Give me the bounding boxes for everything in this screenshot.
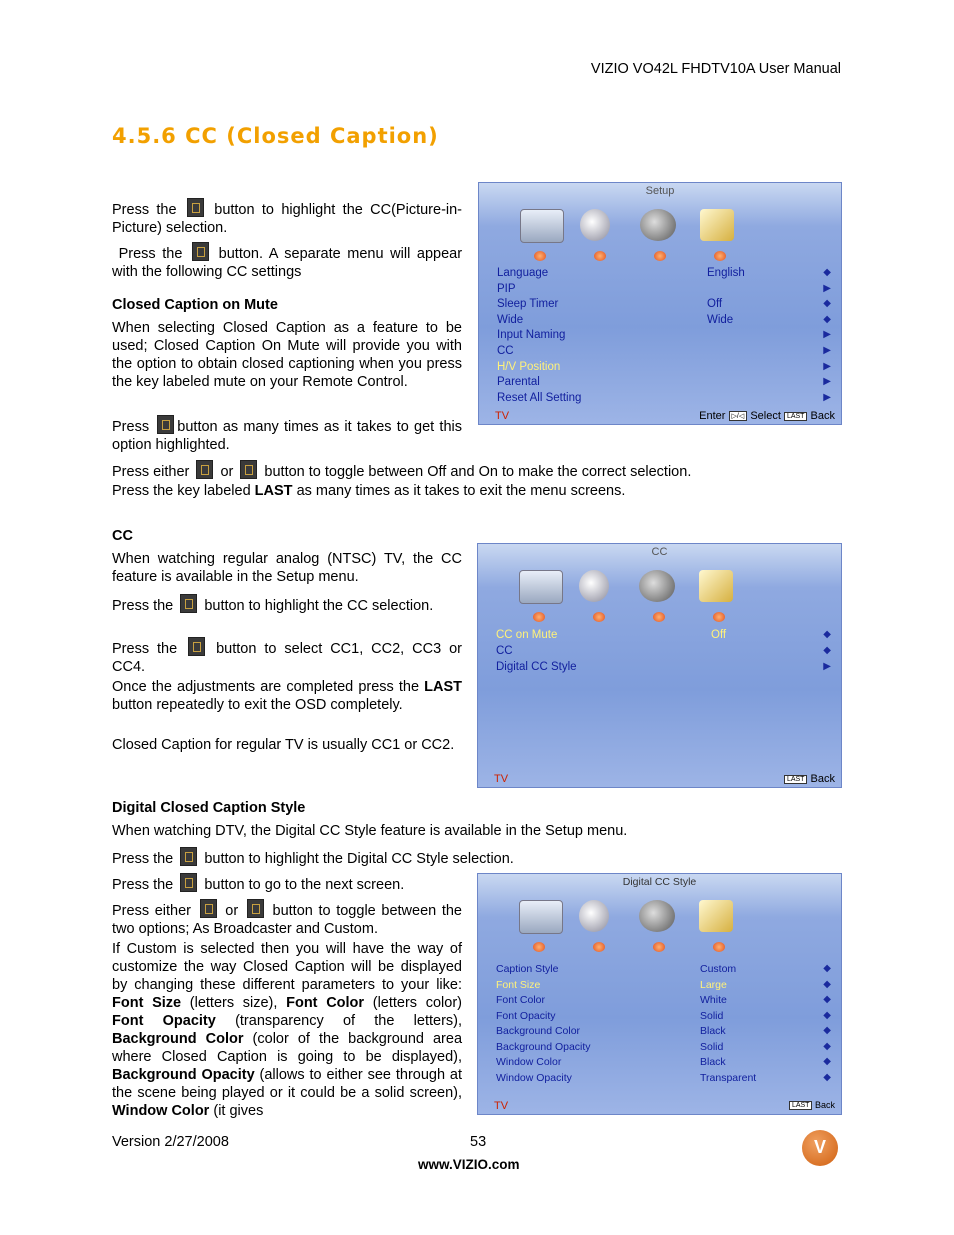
osd-menu-item[interactable]: [497, 298, 831, 314]
osd-menu-item-value: Wide: [707, 313, 734, 326]
osd-arrow-icon: ◆: [823, 994, 831, 1005]
satellite-icon: [640, 209, 676, 241]
osd-menu-item-value: Off: [711, 629, 727, 641]
tv-icon: [520, 209, 564, 243]
osd-arrow-icon: ▶: [823, 661, 831, 672]
osd-menu-item-label: Font Size: [496, 978, 541, 991]
osd-menu-item-value: Solid: [700, 1009, 724, 1022]
osd-footer: TV LAST Back: [494, 1100, 835, 1112]
down-arrow-icon: [534, 251, 546, 261]
ch-button-icon: [180, 847, 197, 866]
osd-arrow-icon: ◆: [823, 629, 831, 640]
osd-menu-item[interactable]: [496, 1056, 831, 1072]
footer-page-number: 53: [470, 1134, 487, 1150]
paragraph: When selecting Closed Caption as a feature to be used; Closed Caption On Mute will provide you with the option to obtain closed captioning when you press the key labeled mute on your Remote Control.: [112, 320, 462, 390]
osd-setup-menu: [478, 182, 842, 425]
down-arrow-icon: [533, 942, 545, 952]
osd-arrow-icon: ◆: [823, 1025, 831, 1036]
down-arrow-icon: [654, 251, 666, 261]
osd-menu-item[interactable]: [496, 629, 831, 645]
osd-menu-item[interactable]: [497, 361, 831, 377]
osd-menu-item[interactable]: [496, 1041, 831, 1057]
osd-arrow-icon: ◆: [823, 1071, 831, 1083]
osd-menu-item[interactable]: [497, 392, 831, 408]
osd-menu-list: [497, 267, 831, 407]
osd-arrow-icon: ▶: [823, 360, 831, 372]
paragraph: Press the button. A separate menu will appear with the following CC settings: [112, 242, 462, 281]
osd-menu-item[interactable]: [496, 661, 831, 677]
subheading: CC: [112, 528, 133, 544]
osd-menu-item[interactable]: [497, 345, 831, 361]
vol-up-button-icon: [240, 460, 257, 479]
osd-menu-item-label: Font Opacity: [496, 1009, 556, 1022]
tv-icon: [519, 900, 563, 934]
paragraph: Press the button to select CC1, CC2, CC3 or CC4.: [112, 637, 462, 676]
osd-menu-item[interactable]: [496, 1072, 831, 1088]
down-arrow-icon: [713, 612, 725, 622]
osd-menu-item-label: Caption Style: [496, 963, 559, 975]
paragraph: Closed Caption for regular TV is usually CC1 or CC2.: [112, 737, 455, 753]
paragraph: Press either or button to toggle between Off and On to make the correct selection.: [112, 460, 752, 481]
paragraph: Press either or button to toggle between the two options; As Broadcaster and Custom.: [112, 899, 462, 938]
osd-footer: TV LAST Back: [494, 773, 835, 785]
down-arrow-icon: [593, 612, 605, 622]
osd-menu-item-label: Font Color: [496, 994, 546, 1006]
osd-menu-item[interactable]: [497, 314, 831, 330]
down-arrow-icon: [593, 942, 605, 952]
osd-menu-item-label: Background Color: [496, 1025, 581, 1037]
footer-url: www.VIZIO.com: [418, 1157, 520, 1172]
osd-menu-item-value: Off: [707, 298, 723, 311]
vol-up-button-icon: [247, 899, 264, 918]
osd-menu-item-label: H/V Position: [497, 360, 561, 373]
osd-menu-item[interactable]: [497, 267, 831, 283]
section-title: 4.5.6 CC (Closed Caption): [112, 124, 439, 148]
audio-icon: [579, 570, 609, 602]
down-arrow-icon: [653, 612, 665, 622]
setup-tool-icon: [700, 209, 734, 241]
vol-down-button-icon: [196, 460, 213, 479]
osd-menu-list: [496, 629, 831, 677]
osd-menu-item-label: Reset All Setting: [497, 391, 582, 404]
osd-arrow-icon: ◆: [823, 1009, 831, 1021]
footer-version: Version 2/27/2008: [112, 1134, 229, 1150]
osd-menu-item[interactable]: [496, 994, 831, 1010]
paragraph: Once the adjustments are completed press the LAST button repeatedly to exit the OSD completely.: [112, 679, 463, 713]
osd-arrow-icon: ▶: [823, 391, 831, 403]
tv-icon: [519, 570, 563, 604]
subheading: Closed Caption on Mute: [112, 297, 278, 313]
down-arrow-icon: [594, 251, 606, 261]
down-arrow-icon: [653, 942, 665, 952]
satellite-icon: [639, 900, 675, 932]
osd-arrow-icon: ◆: [823, 645, 831, 656]
osd-menu-item-value: Transparent: [700, 1071, 757, 1084]
osd-cc-menu: [477, 543, 842, 788]
osd-arrow-icon: ◆: [823, 1056, 831, 1067]
osd-menu-item-label: Digital CC Style: [496, 661, 577, 673]
setup-tool-icon: [699, 900, 733, 932]
osd-menu-item-label: Background Opacity: [496, 1040, 591, 1053]
osd-menu-item-label: CC: [497, 344, 514, 357]
paragraph: Press the button to highlight the Digital CC Style selection.: [112, 847, 752, 868]
osd-menu-item[interactable]: [496, 963, 831, 979]
osd-footer: TV Enter ▷/◁ Select LAST Back: [495, 410, 835, 422]
osd-menu-item[interactable]: [497, 283, 831, 299]
audio-icon: [579, 900, 609, 932]
osd-menu-item-label: Window Opacity: [496, 1071, 572, 1084]
subheading: Digital Closed Caption Style: [112, 800, 306, 816]
osd-menu-item-value: White: [700, 994, 727, 1006]
osd-icon-bar: [514, 570, 754, 626]
paragraph: Press the button to highlight the CC selection.: [112, 594, 462, 615]
osd-menu-item-label: PIP: [497, 282, 516, 295]
vol-button-icon: [188, 637, 205, 656]
vol-down-button-icon: [200, 899, 217, 918]
osd-menu-item-label: CC: [496, 645, 513, 657]
osd-title: Setup: [645, 185, 675, 197]
ch-button-icon: [187, 198, 204, 217]
osd-menu-item-label: Sleep Timer: [497, 298, 559, 311]
osd-arrow-icon: ◆: [823, 978, 831, 990]
osd-menu-item-label: Window Color: [496, 1056, 562, 1068]
osd-title: Digital CC Style: [622, 876, 697, 888]
down-arrow-icon: [713, 942, 725, 952]
osd-menu-list: [496, 963, 831, 1087]
osd-menu-item[interactable]: [496, 979, 831, 995]
down-arrow-icon: [714, 251, 726, 261]
audio-icon: [580, 209, 610, 241]
osd-menu-item-value: Large: [700, 978, 727, 991]
vol-button-icon: [180, 873, 197, 892]
osd-menu-item-value: Black: [700, 1056, 726, 1068]
paragraph: Press button as many times as it takes to get this option highlighted.: [112, 415, 462, 454]
satellite-icon: [639, 570, 675, 602]
osd-arrow-icon: ▶: [823, 282, 831, 294]
osd-arrow-icon: ▶: [823, 344, 831, 356]
osd-title: CC: [651, 546, 668, 558]
osd-arrow-icon: ◆: [823, 963, 831, 974]
ch-button-icon: [180, 594, 197, 613]
paragraph: When watching DTV, the Digital CC Style feature is available in the Setup menu.: [112, 823, 628, 839]
osd-icon-bar: [515, 209, 755, 265]
osd-arrow-icon: ◆: [823, 1040, 831, 1052]
osd-menu-item[interactable]: [497, 376, 831, 392]
osd-menu-item-label: Language: [497, 267, 549, 279]
paragraph: If Custom is selected then you will have the way of customize the way Closed Caption will be displayed by changing these different parameters to your like: Font Size (letters size), Font Color (letters color) Font Opacity (transparency of the letters), Background Color (color of the background area where Closed Caption is going to be displayed), Background Opacity (allows to either see through at the scene being played or it could be a solid screen), Window Color (it gives: [112, 941, 463, 1119]
down-arrow-icon: [533, 612, 545, 622]
osd-digital-cc-style-menu: [477, 873, 842, 1115]
osd-menu-item[interactable]: [496, 1010, 831, 1026]
osd-menu-item-value: Solid: [700, 1040, 724, 1053]
page-header: VIZIO VO42L FHDTV10A User Manual: [590, 61, 841, 77]
osd-menu-item-label: Input Naming: [497, 329, 566, 342]
osd-menu-item-label: Wide: [497, 313, 524, 326]
osd-icon-bar: [514, 900, 754, 956]
osd-arrow-icon: ◆: [823, 298, 831, 310]
osd-menu-item[interactable]: [496, 645, 831, 661]
osd-arrow-icon: ▶: [823, 376, 831, 388]
osd-menu-item[interactable]: [497, 329, 831, 345]
osd-menu-item[interactable]: [496, 1025, 831, 1041]
setup-tool-icon: [699, 570, 733, 602]
paragraph: Press the key labeled LAST as many times as it takes to exit the menu screens.: [112, 483, 626, 499]
paragraph: Press the button to highlight the CC(Picture-in-Picture) selection.: [112, 198, 462, 237]
osd-menu-item-value: Custom: [700, 963, 737, 975]
osd-arrow-icon: ◆: [823, 313, 831, 325]
osd-menu-item-value: Black: [700, 1025, 726, 1037]
osd-arrow-icon: ▶: [823, 329, 831, 341]
osd-menu-item-label: Parental: [497, 376, 540, 389]
osd-menu-item-value: English: [707, 267, 745, 279]
paragraph: When watching regular analog (NTSC) TV, the CC feature is available in the Setup menu.: [112, 551, 462, 585]
ch-button-icon: [157, 415, 174, 434]
osd-menu-item-label: CC on Mute: [496, 629, 558, 641]
osd-arrow-icon: ◆: [823, 267, 831, 278]
vol-button-icon: [192, 242, 209, 261]
paragraph: Press the button to go to the next screen.: [112, 873, 462, 894]
vizio-logo: [802, 1130, 838, 1166]
